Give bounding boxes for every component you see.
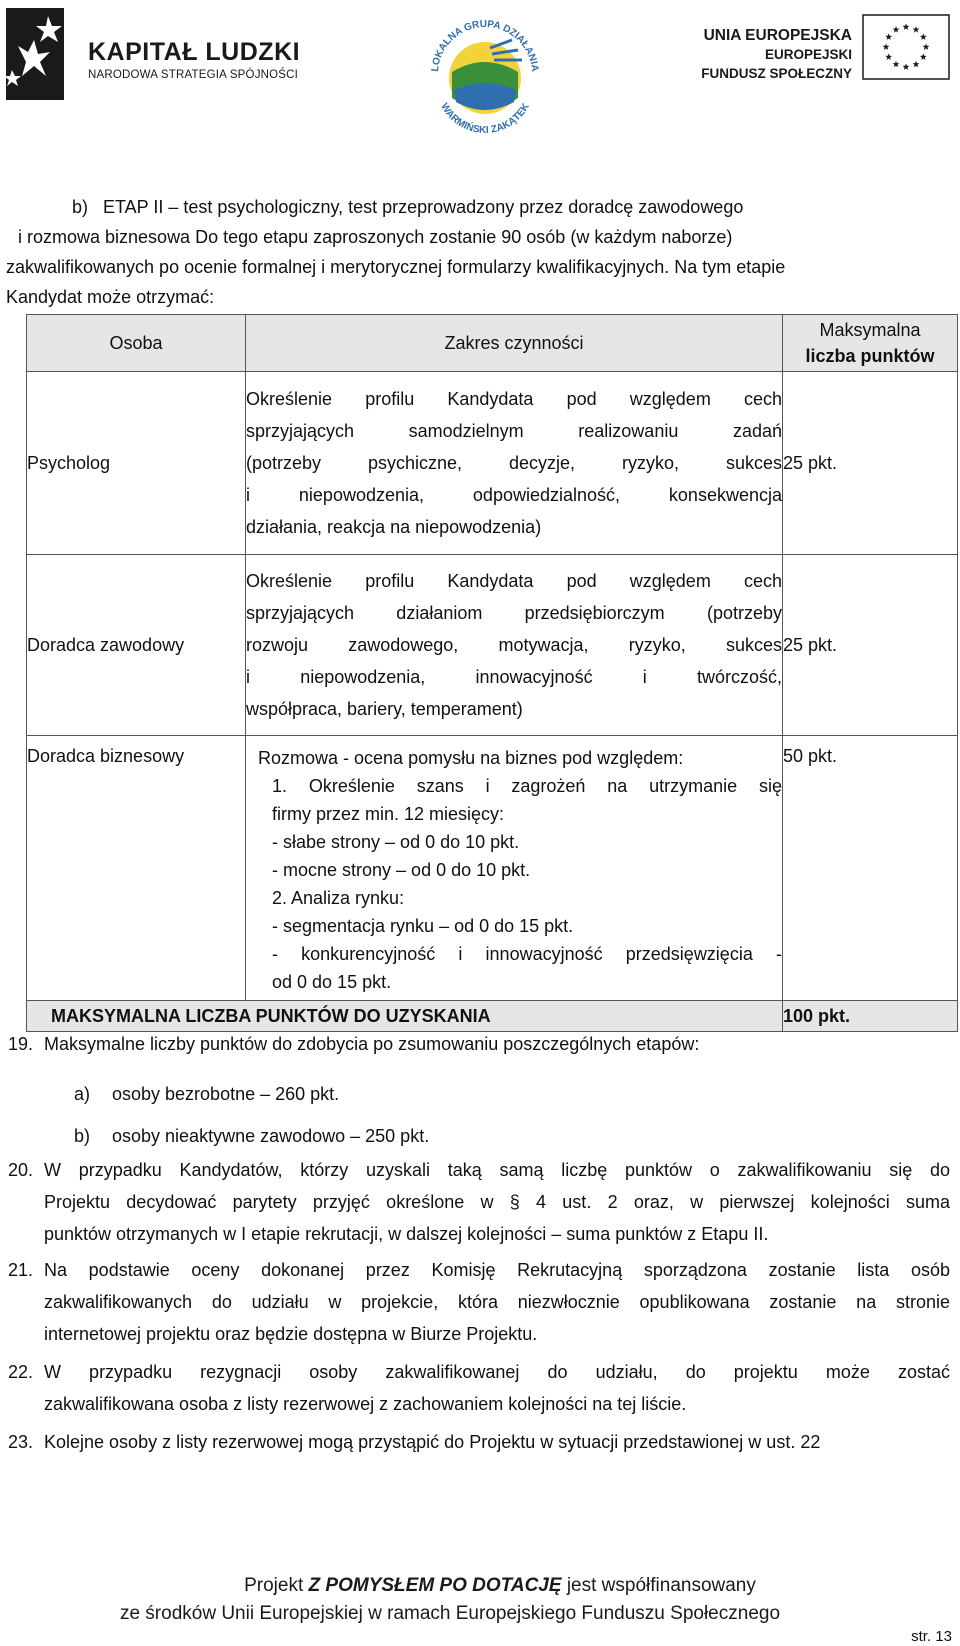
header-osoba: Osoba — [27, 315, 246, 372]
eu-line3: FUNDUSZ SPOŁECZNY — [701, 66, 852, 81]
list-number: 22. — [8, 1362, 34, 1382]
eu-logo-text — [680, 26, 852, 83]
zakres-line: 2. Analiza rynku: — [272, 888, 405, 908]
list-item-23 — [8, 1426, 950, 1458]
etap-line3: zakwalifikowanych po ocenie formalnej i merytorycznej formularzy kwalifikacyjnych. Na tym etapie — [6, 257, 786, 277]
list-line: internetowej projektu oraz będzie dostępna w Biurze Projektu. — [44, 1324, 538, 1344]
row-zakres — [246, 372, 783, 555]
list-item-19 — [8, 1028, 950, 1060]
list-line: Na podstawie oceny dokonanej przez Komisję Rekrutacyjną sporządzona zostanie lista osób — [44, 1260, 950, 1280]
row-points: 25 pkt. — [783, 372, 958, 555]
sub-item-a — [74, 1084, 339, 1105]
footer-project-name: Z POMYSŁEM PO DOTACJĘ — [308, 1575, 562, 1596]
zakres-line: - mocne strony – od 0 do 10 pkt. — [272, 860, 531, 880]
list-number: 20. — [8, 1160, 34, 1180]
zakres-line: Określenie profilu Kandydata pod względem cech — [246, 571, 782, 591]
list-item-22 — [8, 1356, 950, 1420]
etap-line4: Kandydat może otrzymać: — [6, 287, 215, 307]
list-line: zakwalifikowana osoba z listy rezerwowej z zachowaniem kolejności na tej liście. — [44, 1394, 687, 1414]
list-text — [44, 1254, 950, 1350]
list-item-20 — [8, 1154, 950, 1250]
list-number: 21. — [8, 1260, 34, 1280]
table-sum-row — [27, 1001, 958, 1032]
zakres-line: Określenie profilu Kandydata pod względem cech — [246, 389, 782, 409]
row-zakres — [246, 736, 783, 1001]
list-text — [44, 1356, 950, 1420]
list-number: 23. — [8, 1432, 34, 1452]
table-row — [27, 555, 958, 736]
eu-flag-icon — [862, 14, 950, 80]
list-line: Kolejne osoby z listy rezerwowej mogą przystąpić do Projektu w sytuacji przedstawionej w ust. 22 — [44, 1432, 821, 1452]
lgd-top-text: LOKALNA GRUPA DZIAŁANIA — [429, 18, 541, 73]
page-number: str. 13 — [911, 1628, 952, 1645]
zakres-line: 1. Określenie szans i zagrożeń na utrzymanie się — [272, 776, 782, 796]
list-number: 19. — [8, 1034, 34, 1054]
table-header-row — [27, 315, 958, 372]
list-line: W przypadku rezygnacji osoby zakwalifikowanej do udziału, do projektu może zostać — [44, 1362, 950, 1382]
sum-label: MAKSYMALNA LICZBA PUNKTÓW DO UZYSKANIA — [27, 1001, 783, 1032]
zakres-line: sprzyjających samodzielnym realizowaniu zadań — [246, 421, 782, 441]
zakres-line: działania, reakcja na niepowodzenia) — [246, 517, 542, 537]
eu-efs-logo — [680, 14, 950, 84]
zakres-line: i niepowodzenia, innowacyjność i twórczość, — [246, 667, 782, 687]
eu-line2: EUROPEJSKI — [764, 47, 852, 62]
list-line: Projektu decydować parytety przyjęć określone w § 4 ust. 2 oraz, w pierwszej kolejności suma — [44, 1192, 950, 1212]
list-line: zakwalifikowanych do udziału w projekcie, która niezwłocznie opublikowana zostanie na stronie — [44, 1292, 950, 1312]
zakres-line: rozwoju zawodowego, motywacja, ryzyko, sukces — [246, 635, 782, 655]
list-text: Maksymalne liczby punktów do zdobycia po zsumowaniu poszczególnych etapów: — [44, 1034, 700, 1054]
footer-suffix: jest współfinansowany — [561, 1575, 756, 1596]
row-osoba: Doradca biznesowy — [27, 736, 246, 1001]
etap-line2: i rozmowa biznesowa Do tego etapu zaproszonych zostanie 90 osób (w każdym naborze) — [18, 227, 733, 247]
footer-line1 — [0, 1572, 960, 1600]
header-max-points — [783, 315, 958, 372]
lgd-bottom-text: WARMIŃSKI ZAKĄTEK — [438, 101, 532, 137]
etap-line1: b) ETAP II – test psychologiczny, test przeprowadzony przez doradcę zawodowego — [72, 197, 744, 217]
zakres-line: - konkurencyjność i innowacyjność przedsięwzięcia - — [272, 944, 782, 964]
lgd-warminski-zakatek-logo — [420, 2, 550, 146]
sub-item-text: osoby nieaktywne zawodowo – 250 pkt. — [112, 1126, 430, 1146]
footer-prefix: Projekt — [244, 1575, 309, 1596]
list-line: punktów otrzymanych w I etapie rekrutacji, w dalszej kolejności – suma punktów z Etapu II. — [44, 1224, 769, 1244]
zakres-line: sprzyjających działaniom przedsiębiorczym (potrzeby — [246, 603, 782, 623]
table-row — [27, 372, 958, 555]
row-points: 50 pkt. — [783, 736, 958, 1001]
sub-item-text: osoby bezrobotne – 260 pkt. — [112, 1084, 340, 1104]
kapital-ludzki-logo — [4, 6, 304, 102]
table-row — [27, 736, 958, 1001]
header-max-line2: liczba punktów — [805, 346, 935, 366]
kapital-ludzki-star-icon — [4, 6, 68, 102]
sub-item-label: a) — [74, 1084, 91, 1104]
sub-item-b — [74, 1126, 429, 1147]
list-line: W przypadku Kandydatów, którzy uzyskali taką samą liczbę punktów o zakwalifikowaniu się do — [44, 1160, 950, 1180]
list-text — [44, 1426, 950, 1458]
kapital-ludzki-title: KAPITAŁ LUDZKI — [88, 38, 301, 66]
page-footer — [0, 1572, 960, 1628]
etap-ii-paragraph — [6, 192, 906, 312]
zakres-line: (potrzeby psychiczne, decyzje, ryzyko, sukces — [246, 453, 782, 473]
header-zakres: Zakres czynności — [246, 315, 783, 372]
business-criteria-list — [258, 736, 782, 1000]
row-osoba: Doradca zawodowy — [27, 555, 246, 736]
zakres-line: - słabe strony – od 0 do 10 pkt. — [272, 832, 520, 852]
row-zakres — [246, 555, 783, 736]
sum-value: 100 pkt. — [783, 1001, 958, 1032]
zakres-line: firmy przez min. 12 miesięcy: — [272, 804, 505, 824]
lgd-emblem-icon — [420, 2, 550, 146]
list-item-21 — [8, 1254, 950, 1350]
kapital-ludzki-subtitle: NARODOWA STRATEGIA SPÓJNOŚCI — [88, 69, 299, 81]
row-points: 25 pkt. — [783, 555, 958, 736]
zakres-line: od 0 do 15 pkt. — [272, 972, 392, 992]
zakres-line: Rozmowa - ocena pomysłu na biznes pod względem: — [258, 748, 684, 768]
row-osoba: Psycholog — [27, 372, 246, 555]
footer-line2: ze środków Unii Europejskiej w ramach Europejskiego Funduszu Społecznego — [119, 1603, 781, 1624]
sub-item-label: b) — [74, 1126, 91, 1146]
list-text — [44, 1154, 950, 1250]
zakres-line: - segmentacja rynku – od 0 do 15 pkt. — [272, 916, 574, 936]
zakres-line: i niepowodzenia, odpowiedzialność, konsekwencja — [246, 485, 782, 505]
eu-line1: UNIA EUROPEJSKA — [703, 27, 852, 44]
header-max-line1: Maksymalna — [819, 320, 921, 340]
page-header — [0, 0, 960, 150]
points-table — [26, 314, 958, 1032]
zakres-line: współpraca, bariery, temperament) — [246, 699, 523, 719]
